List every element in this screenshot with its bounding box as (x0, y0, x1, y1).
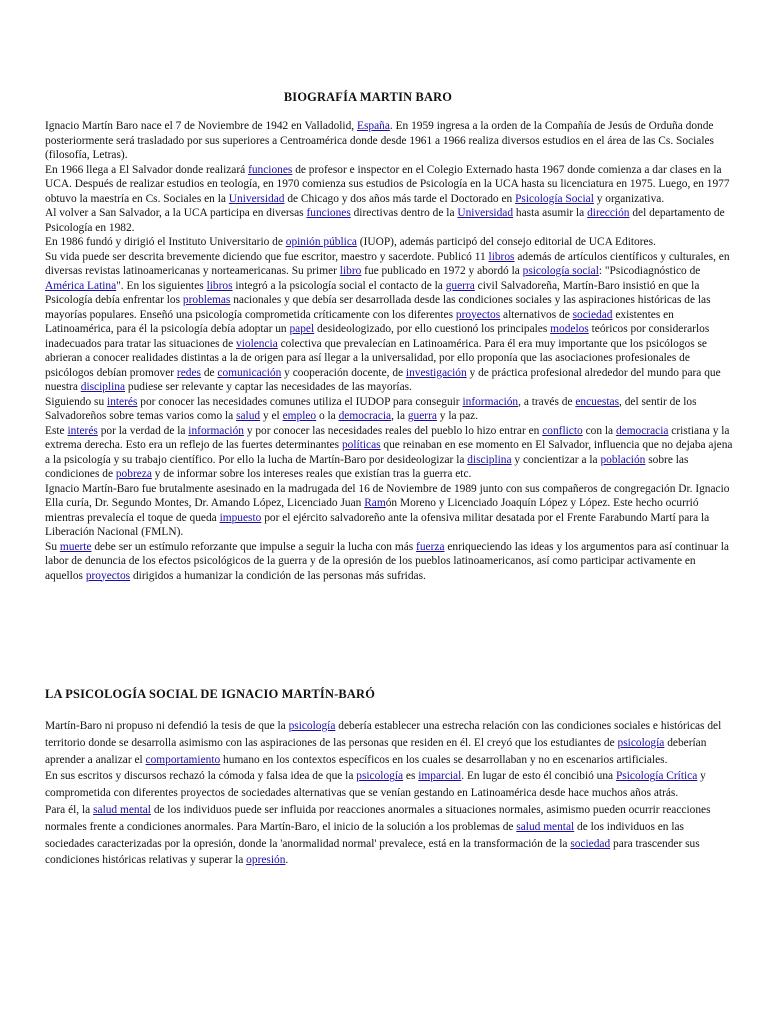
bio-line (45, 396, 697, 423)
link-guerra[interactable]: guerra (445, 279, 475, 292)
text-run: En sus escritos y discursos rechazó la cómoda y falsa idea de que la (45, 770, 357, 783)
link-psicologia-social[interactable]: psicología social (522, 265, 599, 277)
section-line (45, 804, 711, 866)
text-run: hasta asumir la (513, 207, 588, 219)
section-line (45, 770, 706, 799)
text-run: En 1966 llega a El Salvador donde realizará (45, 163, 249, 176)
text-run: del departamento de Psicología en 1982. (45, 207, 725, 234)
link-informacion[interactable]: información (188, 424, 244, 437)
text-run: de (200, 366, 218, 379)
text-run: . En 1959 ingresa a la orden de la Compañía de Jesús de Orduña donde posteriormente será trasladado por sus superiores a Centroamérica donde desde 1961 a 1966 realiza diversos estudios en el área de las Cs. Sociales (filosofía, Letras). (45, 120, 714, 161)
link-papel[interactable]: papel (289, 323, 315, 335)
bio-line (45, 541, 729, 582)
text-run: o la (316, 410, 339, 422)
text-run: y de informar sobre los intereses reales que existían tras la guerra etc. (151, 468, 472, 480)
link-libros[interactable]: libros (488, 250, 515, 263)
text-run: (IUOP), además participó del consejo editorial de UCA Editores. (356, 236, 656, 248)
link-disciplina[interactable]: disciplina (80, 381, 126, 393)
text-run: y comprometida con diferentes proyectos de sociedades alternativas que se venían gestando en Latinoamérica desde hace muchos años atrás. (45, 770, 706, 800)
bio-line (45, 207, 725, 234)
text-run: y por conocer las necesidades reales del pueblo lo hizo entrar en (243, 424, 543, 437)
bio-line (45, 236, 656, 248)
bio-line (45, 251, 730, 394)
text-run: Su (45, 540, 60, 553)
link-imparcial[interactable]: imparcial (418, 770, 462, 783)
text-run: por la verdad de la (97, 424, 189, 437)
link-interes[interactable]: interés (107, 395, 138, 408)
text-run: de los individuos en las sociedades caracterizadas por la opresión, donde la 'anormalidad normal' prevalece, está en la transformación de la (45, 820, 684, 850)
text-run: Ignacio Martín Baro nace el 7 de Noviembre de 1942 en Valladolid, (45, 120, 357, 132)
link-proyectos[interactable]: proyectos (85, 569, 131, 582)
link-libros[interactable]: libros (206, 279, 233, 292)
link-psicologia[interactable]: psicología (356, 770, 404, 783)
text-run: . En lugar de esto él concibió una (461, 770, 616, 783)
text-run: Para él, la (45, 803, 94, 816)
text-run: y de práctica profesional alrededor del mundo para que nuestra (45, 366, 721, 393)
text-run: directivas dentro de la (350, 207, 458, 219)
text-run: colectiva que prevalecían en Latinoamérica. Para él era muy importante que los psicólogos se abrieran a conocer realidades distintas a la de origen para así llegar a la universalidad, por ello proponía que las asociaciones profesionales de psicólogos debían promover (45, 337, 707, 379)
text-run: además de artículos científicos y culturales, en diversas revistas latinoamericanas y norteamericanas. Su primer (45, 250, 730, 277)
text-run: existentes en Latinoamérica, para él la psicología debía adoptar un (45, 308, 674, 335)
link-investigacion[interactable]: investigación (405, 366, 467, 379)
text-run: Ignacio Martín-Baro fue brutalmente asesinado en la madrugada del 16 de Noviembre de 1989 junto con sus compañeros de congregación Dr. Ignacio Ella curía, Dr. Segundo Montes, Dr. Amando López, Licenciado Juan (45, 482, 730, 509)
text-run: , del sentir de los Salvadoreños sobre temas varios como la (45, 395, 697, 422)
text-run: teóricos por considerarlos inadecuados para tratar las situaciones de (45, 323, 710, 350)
section-paragraph (45, 718, 735, 869)
text-run: . (285, 854, 289, 867)
text-run: : "Psicodiagnóstico de (598, 265, 701, 277)
text-run: para trascender sus condiciones históricas relativas y superar la (45, 837, 700, 867)
text-run: En 1986 fundó y dirigió el Instituto Universitario de (45, 236, 286, 248)
text-run: , a través de (518, 395, 576, 408)
link-sociedad[interactable]: sociedad (570, 837, 611, 850)
link-interes[interactable]: interés (67, 424, 98, 437)
link-psicologia-critica[interactable]: Psicología Crítica (615, 770, 698, 783)
link-universidad[interactable]: Universidad (228, 192, 285, 205)
link-salud-mental[interactable]: salud mental (93, 803, 151, 816)
link-modelos[interactable]: modelos (550, 323, 589, 335)
bio-line (45, 425, 732, 481)
text-run: ón Moreno y Licenciado Joaquín López y López. Este hecho ocurrió mientras prevalecía el toque de queda (45, 497, 699, 524)
section-title: LA PSICOLOGÍA SOCIAL DE IGNACIO MARTÍN-BARÓ (45, 687, 376, 701)
link-espana[interactable]: España (356, 120, 390, 132)
link-psicologia-social[interactable]: Psicología Social (515, 192, 594, 205)
link-comunicacion[interactable]: comunicación (217, 366, 282, 379)
link-salud-mental[interactable]: salud mental (516, 820, 575, 833)
link-empleo[interactable]: empleo (282, 410, 317, 422)
text-run: nacionales y que debía ser desarrollada desde las condiciones sociales y las aspiraciones históricas de las mayorías populares. Enseñó una psicología comprometida críticamente con los diferentes (45, 294, 711, 321)
link-democracia[interactable]: democracia (615, 424, 669, 437)
text-run: y cooperación docente, de (281, 366, 406, 379)
text-run: y la paz. (436, 410, 479, 422)
text-run: dirigidos a humanizar la condición de las personas más sufridas. (130, 569, 426, 582)
link-fuerza[interactable]: fuerza (416, 540, 445, 553)
text-run: Siguiendo su (45, 395, 108, 408)
link-guerra[interactable]: guerra (407, 410, 437, 422)
text-run: que reinaban en ese momento en El Salvador, influencia que no dejaba ajena a la psicología y su trabajo científico. Por ello la lucha de Martín-Baro por desideologizar la (45, 439, 733, 466)
text-run: fue publicado en 1972 y abordó la (361, 265, 523, 277)
link-politicas[interactable]: políticas (341, 439, 381, 451)
link-libro[interactable]: libro (339, 265, 362, 277)
text-run: por conocer las necesidades comunes utiliza el IUDOP para conseguir (137, 395, 463, 408)
text-run: Su vida puede ser descrita brevemente diciendo que fue escritor, maestro y sacerdote. Publicó 11 (45, 250, 489, 263)
bio-paragraph (45, 119, 735, 583)
link-problemas[interactable]: problemas (182, 294, 231, 306)
link-direccion[interactable]: dirección (587, 207, 630, 219)
link-funciones[interactable]: funciones (306, 207, 351, 219)
text-run: y organizativa. (593, 192, 665, 205)
text-run: deberían aprender a analizar el (45, 736, 707, 766)
link-disciplina[interactable]: disciplina (467, 453, 512, 466)
text-run: y concientizar a la (511, 453, 601, 466)
text-run: de profesor e inspector en el Colegio Externado hasta 1967 donde comienza a dar clases en la UCA. Después de realizar estudios en teología, en 1970 comienza sus estudios de Psicología en la UCA hasta su licenciatura en 1975. Luego, en 1977 obtuvo la maestría en Cs. Sociales en la (45, 163, 730, 205)
link-funciones[interactable]: funciones (248, 163, 293, 176)
section-line (45, 720, 721, 766)
text-run: , la (391, 410, 408, 422)
link-proyectos[interactable]: proyectos (455, 308, 501, 321)
bio-line (45, 120, 714, 161)
text-run: civil Salvadoreña, Martín-Baro insistió en que la Psicología debía enfrentar los (45, 279, 700, 306)
text-run: Al volver a San Salvador, a la UCA participa en diversas (45, 207, 307, 219)
link-encuestas[interactable]: encuestas (575, 395, 620, 408)
text-run: de Chicago y dos años más tarde el Doctorado en (284, 192, 516, 205)
link-opinion-publica[interactable]: opinión pública (285, 236, 357, 248)
link-pobreza[interactable]: pobreza (115, 468, 152, 480)
bio-line (45, 483, 729, 539)
text-run: ". En los siguientes (116, 279, 207, 292)
link-universidad[interactable]: Universidad (457, 207, 514, 219)
link-democracia[interactable]: democracia (338, 410, 392, 422)
text-run: humano en los contextos específicos en los cuales se desarrollaban y no en escenarios artificiales. (220, 753, 668, 766)
text-run: de los individuos puede ser influida por reacciones anormales a situaciones normales, asimismo pueden ocurrir reacciones normales frente a condiciones anormales. Para Martín-Baro, el inicio de la solución a los problemas de (45, 803, 711, 833)
link-psicologia[interactable]: psicología (617, 736, 665, 749)
text-run: enriqueciendo las ideas y los argumentos para así continuar la labor de denuncia de los efectos psicológicos de la guerra y de la opresión de los pueblos latinoamericanos, así como participar activamente en aquellos (45, 540, 729, 582)
link-conflicto[interactable]: conflicto (542, 424, 583, 437)
text-run: integró a la psicología social el contacto de la (232, 279, 446, 292)
link-psicologia[interactable]: psicología (288, 720, 336, 732)
link-sociedad[interactable]: sociedad (572, 308, 613, 321)
link-muerte[interactable]: muerte (59, 540, 92, 553)
text-run: debería establecer una estrecha relación con las condiciones sociales e históricas del territorio donde se desarrolla asimismo con las aspiraciones de las personas que residen en él. El creyó que los estudiantes de (45, 720, 722, 749)
link-violencia[interactable]: violencia (236, 337, 278, 350)
text-run: Este (45, 424, 68, 437)
text-run: desideologizado, por ello cuestionó los principales (314, 323, 551, 335)
text-run: sobre las condiciones de (45, 453, 689, 480)
text-run: con la (582, 424, 616, 437)
link-opresion[interactable]: opresión (246, 854, 286, 867)
link-informacion[interactable]: información (462, 395, 519, 408)
text-run: cristiana y la extrema derecha. Esto era un reflejo de las fuertes determinantes (45, 424, 730, 451)
link-america-latina[interactable]: América Latina (45, 279, 117, 292)
document-title: BIOGRAFÍA MARTIN BARO (283, 90, 453, 104)
link-impuesto[interactable]: impuesto (219, 511, 262, 524)
text-run: debe ser un estímulo reforzante que impulse a seguir la lucha con más (91, 540, 417, 553)
link-redes[interactable]: redes (176, 366, 201, 379)
text-run: Martín-Baro ni propuso ni defendió la tesis de que la (45, 720, 289, 732)
text-run: es (403, 770, 419, 783)
link-comportamiento[interactable]: comportamiento (145, 753, 221, 766)
text-run: pudiese ser relevante y captar las necesidades de las mayorías. (125, 381, 412, 393)
bio-line (45, 164, 730, 205)
link-salud[interactable]: salud (236, 410, 261, 422)
text-run: por el ejército salvadoreño ante la ofensiva militar desatada por el Frente Farabundo Martí para la Liberación Nacional (FMLN). (45, 511, 710, 538)
link-ram[interactable]: Ram (364, 497, 386, 509)
link-poblacion[interactable]: población (600, 453, 646, 466)
text-run: alternativos de (500, 308, 573, 321)
text-run: y el (260, 410, 283, 422)
